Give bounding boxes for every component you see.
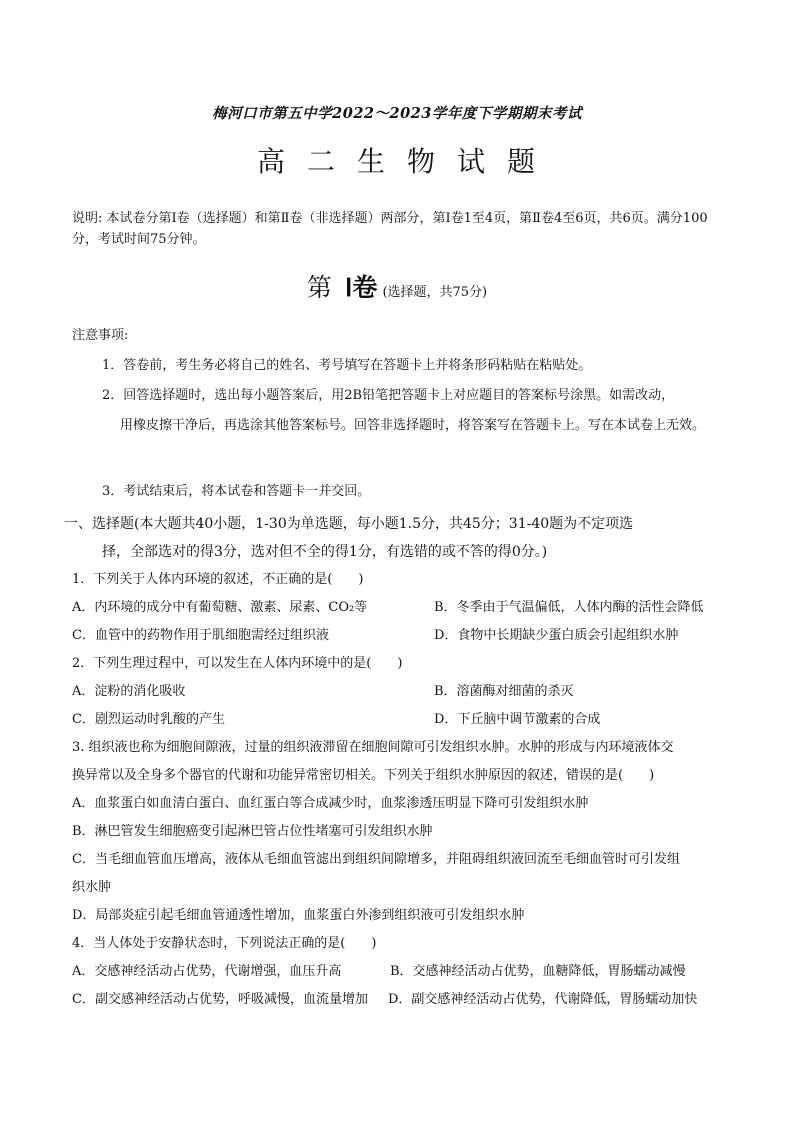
notice-item-2-line1: 2．回答选择题时，选出每小题答案后，用2B铅笔把答题卡上对应题目的答案标号涂黑。如需改动， [102, 388, 675, 403]
question-3-option-a: A．血浆蛋白如血清白蛋白、血红蛋白等合成减少时，血浆渗透压明显下降可引发组织水肿 [72, 796, 589, 811]
section-heading-line2: 择，全部选对的得3分，选对但不全的得1分，有选错的或不答的得0分。) [102, 544, 548, 560]
page-title: 高二生物试题 [256, 145, 557, 178]
question-1-stem: 1．下列关于人体内环境的叙述，不正确的是( ) [72, 572, 364, 587]
notice-item-3: 3．考试结束后，将本试卷和答题卡一并交回。 [102, 484, 371, 499]
question-1-option-b: B．冬季由于气温偏低，人体内酶的活性会降低 [434, 600, 704, 615]
school-exam-heading: 梅河口市第五中学2022～2023学年度下学期期末考试 [212, 105, 582, 122]
question-4-option-d: D．副交感神经活动占优势，代谢降低，胃肠蠕动加快 [388, 992, 698, 1007]
section-heading [64, 510, 726, 566]
exam-description: 说明: 本试卷分第Ⅰ卷（选择题）和第Ⅱ卷（非选择题）两部分，第Ⅰ卷1至4页，第Ⅱ卷4至6页，共6页。满分100分，考试时间75分钟。 [72, 211, 708, 247]
question-2-option-d: D．下丘脑中调节激素的合成 [434, 712, 601, 727]
volume-number: Ⅰ卷 [344, 275, 378, 302]
notice-item-2-line2: 用橡皮擦干净后，再选涂其他答案标号。回答非选择题时，将答案写在答题卡上。写在本试卷上无效。 [120, 418, 706, 433]
question-3-option-b: B．淋巴管发生细胞癌变引起淋巴管占位性堵塞可引发组织水肿 [72, 824, 433, 839]
notice-item-1: 1．答卷前，考生务必将自己的姓名、考号填写在答题卡上并将条形码粘贴在粘贴处。 [102, 358, 592, 373]
question-1-option-d: D．食物中长期缺少蛋白质会引起组织水肿 [434, 628, 679, 643]
question-1-options-row-1 [72, 594, 724, 622]
question-1-option-a: A．内环境的成分中有葡萄糖、激素、尿素、CO₂等 [72, 600, 368, 615]
question-4-option-a: A．交感神经活动占优势，代谢增强，血压升高 [72, 964, 342, 979]
notice-heading: 注意事项: [72, 328, 129, 343]
question-4-stem: 4．当人体处于安静状态时，下列说法正确的是( ) [72, 936, 377, 951]
notice-item-2 [72, 381, 722, 441]
question-2-options-row-1 [72, 678, 724, 706]
question-2-option-c: C．剧烈运动时乳酸的产生 [72, 712, 225, 727]
question-2-option-b: B．溶菌酶对细菌的杀灭 [434, 684, 574, 699]
question-4-option-c: C．副交感神经活动占优势，呼吸减慢，血流量增加 [72, 992, 368, 1007]
volume-heading [0, 268, 794, 304]
question-4-option-b: B．交感神经活动占优势，血糖降低，胃肠蠕动减慢 [390, 964, 686, 979]
question-3-option-c-line1: C．当毛细血管血压增高，液体从毛细血管滤出到组织间隙增多，并阻碍组织液回流至毛细血管时可引发组 [72, 852, 680, 867]
question-2-stem: 2．下列生理过程中，可以发生在人体内环境中的是( ) [72, 656, 403, 671]
section-heading-line1: 一、选择题(本大题共40小题，1-30为单选题，每小题1.5分，共45分；31-40题为不定项选 [64, 516, 634, 532]
question-3-option-c-line2: 织水肿 [72, 880, 112, 895]
question-2-options-row-2 [72, 706, 724, 734]
question-2-option-a: A．淀粉的消化吸收 [72, 684, 186, 699]
question-3-stem-line1: 3. 组织液也称为细胞间隙液，过量的组织液滞留在细胞间隙可引发组织水肿。水肿的形成与内环境液体交 [72, 740, 674, 755]
volume-prefix: 第 [306, 273, 340, 302]
volume-subtitle: (选择题，共75分) [382, 285, 488, 300]
question-1-option-c: C．血管中的药物作用于肌细胞需经过组织液 [72, 628, 329, 643]
question-1-options-row-2 [72, 622, 724, 650]
question-3-stem-line2: 换异常以及全身多个器官的代谢和功能异常密切相关。下列关于组织水肿原因的叙述，错误的是( ) [72, 768, 655, 783]
question-3-option-d: D．局部炎症引起毛细血管通透性增加，血浆蛋白外渗到组织液可引发组织水肿 [72, 908, 525, 923]
question-4-options-row-1 [72, 958, 724, 986]
question-4-options-row-2 [72, 986, 724, 1014]
